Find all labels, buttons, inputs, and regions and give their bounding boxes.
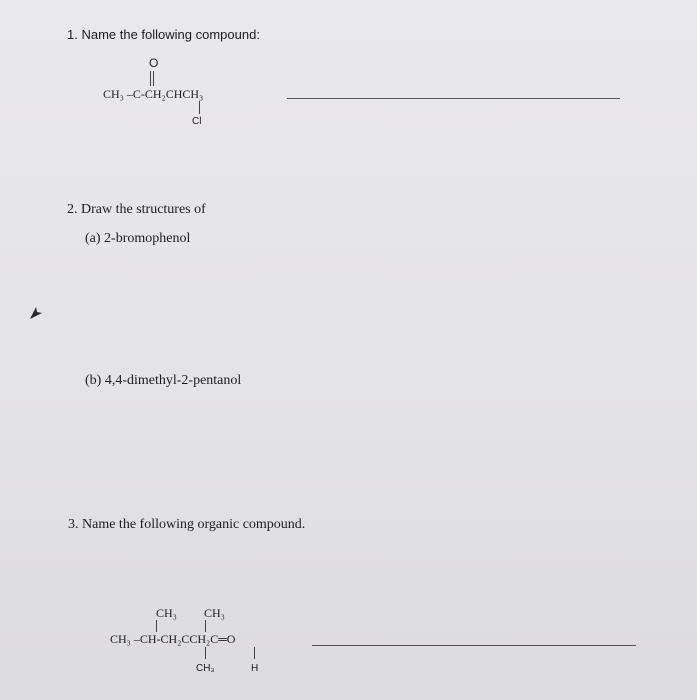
q3-bond-bottom-2: [254, 647, 255, 659]
q3-bottom-methyl: CH₃: [196, 663, 215, 674]
question-3-title: 3. Name the following organic compound.: [68, 517, 306, 532]
q3-top-methyl-2: CH₃: [204, 606, 225, 620]
q1-double-bond-right: [153, 71, 154, 86]
q1-chlorine-atom: Cl: [192, 116, 202, 127]
q1-answer-line[interactable]: [287, 98, 620, 99]
q3-top-methyl-1: CH₃: [156, 606, 177, 620]
q3-bond-top-2: [205, 620, 206, 632]
question-2b-text: (b) 4,4-dimethyl-2-pentanol: [85, 373, 242, 388]
q3-answer-line[interactable]: [312, 645, 636, 646]
q3-bond-top-1: [156, 620, 157, 632]
q1-main-chain: CH₃ –C-CH₂CHCH₃: [103, 87, 204, 101]
q3-hydrogen-atom: H: [251, 663, 259, 674]
q1-double-bond-left: [150, 71, 151, 86]
question-2a-text: (a) 2-bromophenol: [85, 231, 191, 246]
q3-main-chain: CH₃ –CH-CH₂CCH₂C═O: [110, 632, 236, 646]
q3-bond-bottom-1: [205, 647, 206, 659]
question-2-title: 2. Draw the structures of: [67, 202, 206, 217]
mouse-pointer-icon: [28, 305, 44, 321]
q1-oxygen-atom: O: [149, 56, 159, 70]
q1-cl-bond: [199, 101, 200, 114]
question-1-title: 1. Name the following compound:: [67, 27, 260, 42]
